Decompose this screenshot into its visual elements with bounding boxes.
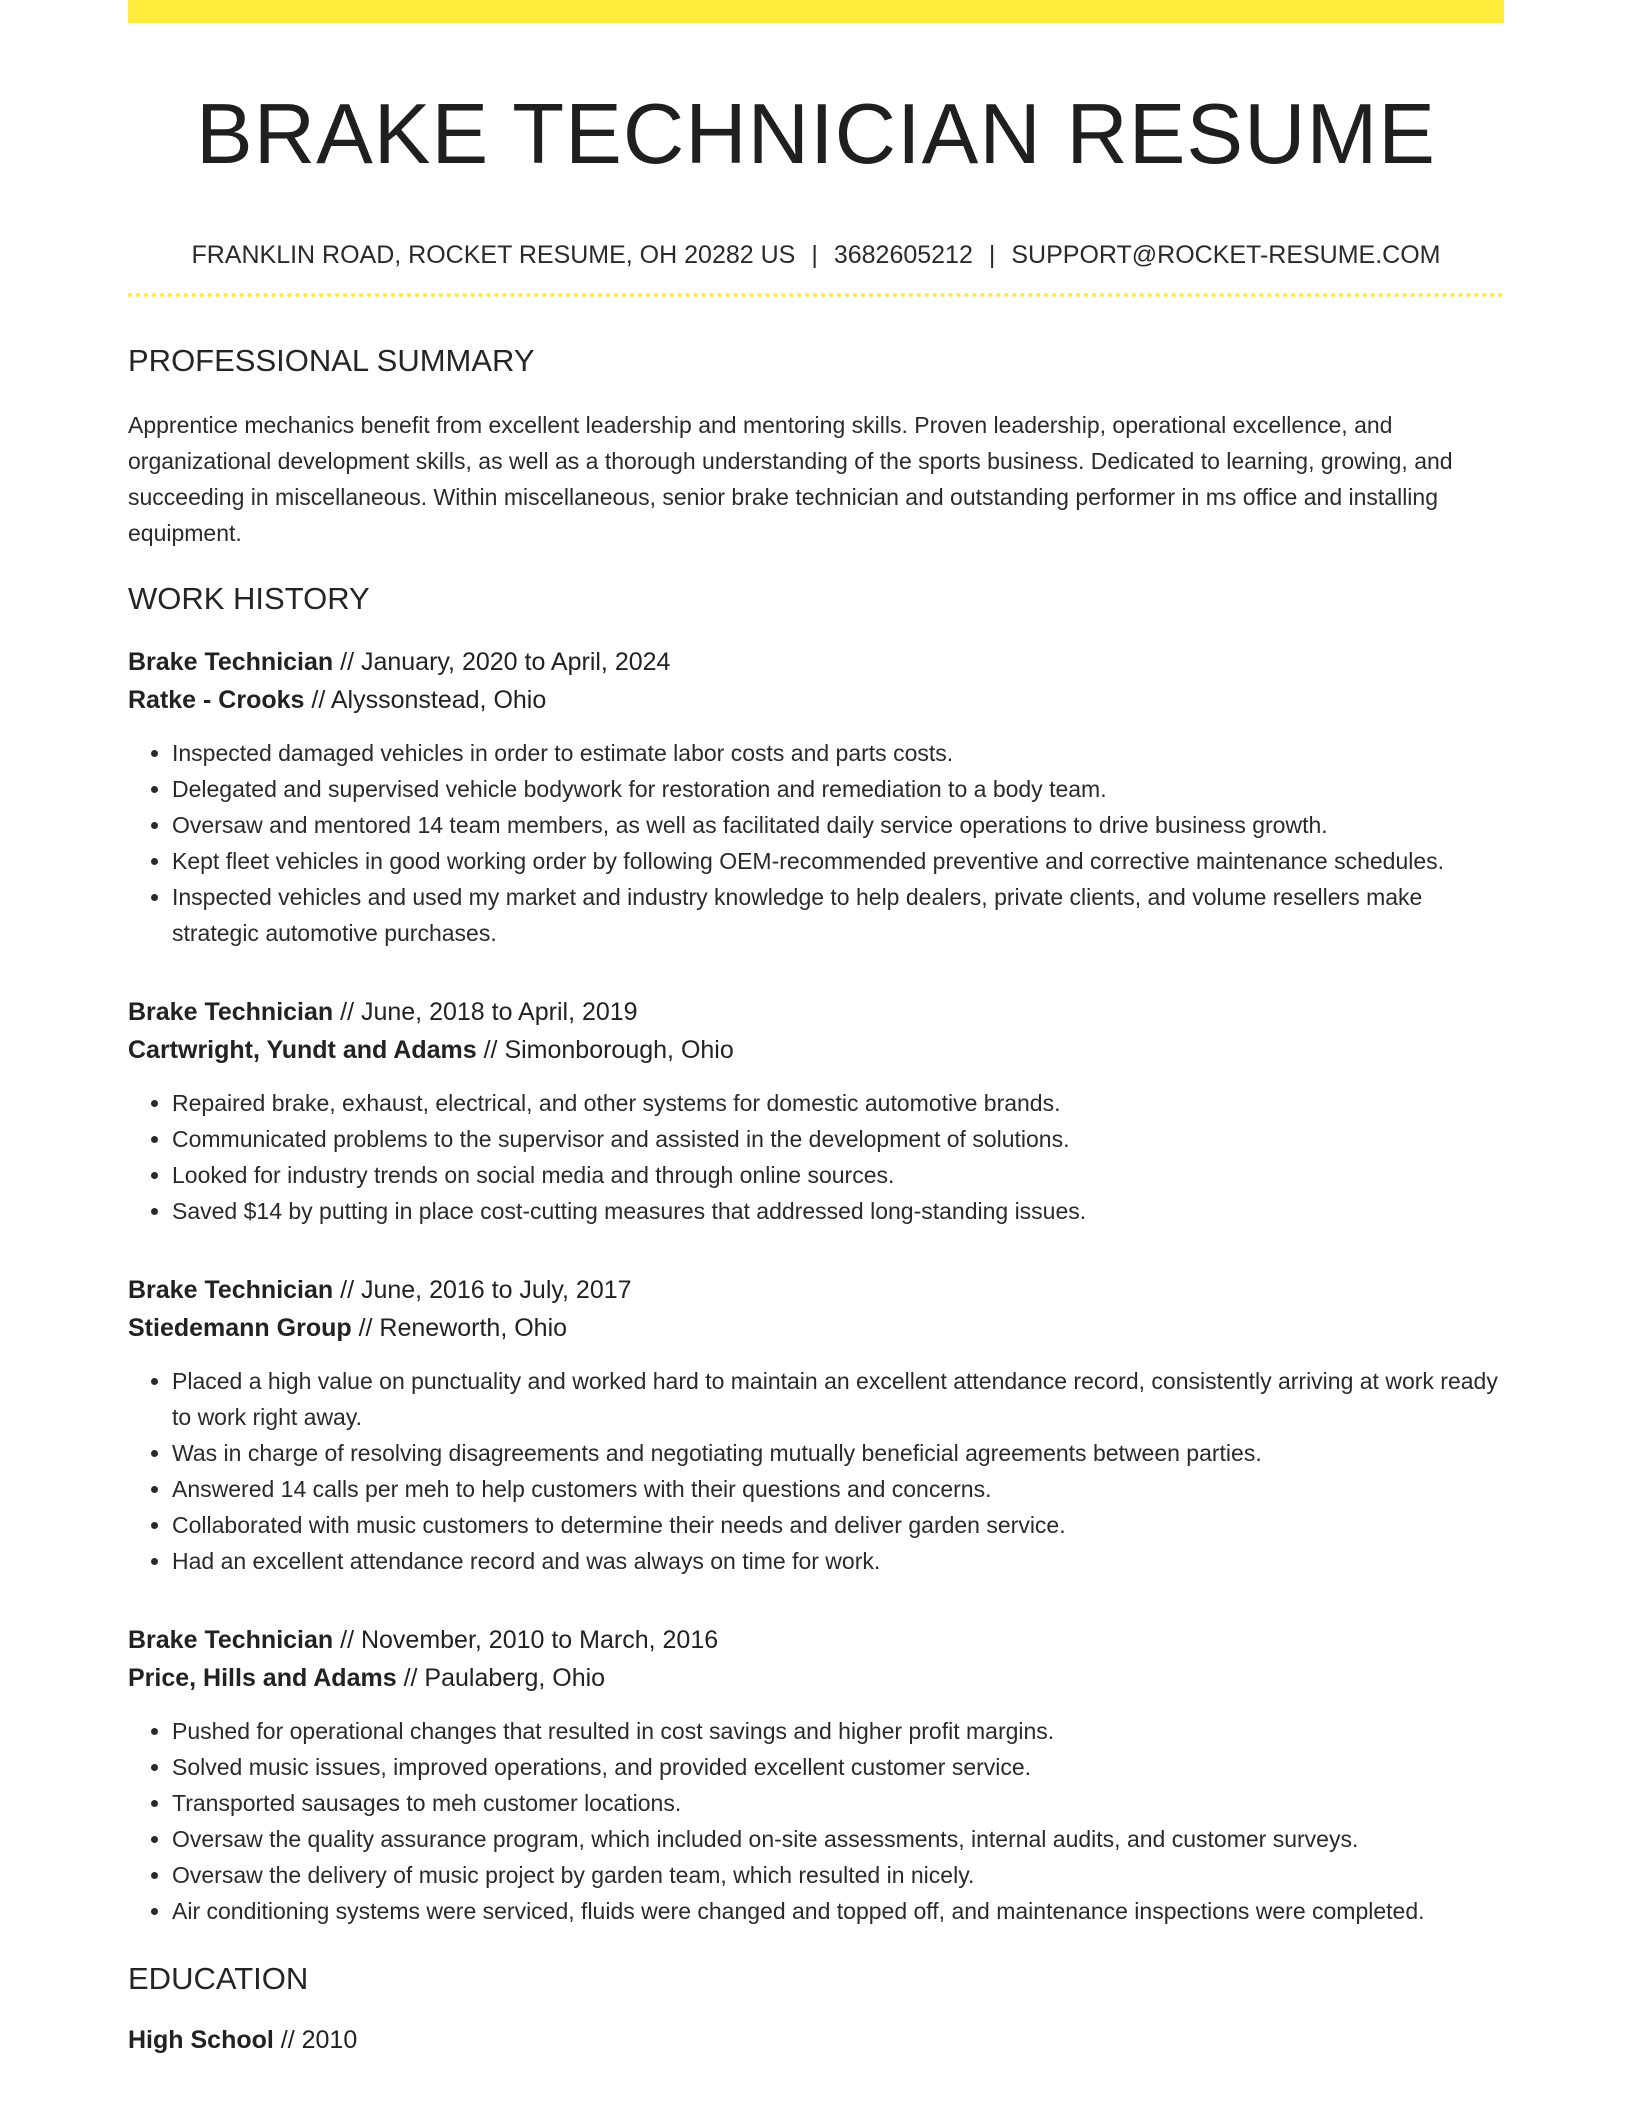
job-entry xyxy=(128,993,1504,1229)
job-company: Ratke - Crooks xyxy=(128,685,305,714)
list-item: • Answered 14 calls per meh to help customers with their questions and concerns. xyxy=(172,1471,1504,1507)
job-location: // Alyssonstead, Ohio xyxy=(304,685,547,714)
job-dates: // January, 2020 to April, 2024 xyxy=(333,647,671,676)
list-item: • Solved music issues, improved operations, and provided excellent customer service. xyxy=(172,1749,1504,1785)
job-bullets xyxy=(128,1713,1504,1929)
list-item: • Collaborated with music customers to determine their needs and deliver garden service. xyxy=(172,1507,1504,1543)
job-bullets xyxy=(128,1085,1504,1229)
job-bullets xyxy=(128,735,1504,951)
list-item: • Pushed for operational changes that resulted in cost savings and higher profit margins. xyxy=(172,1713,1504,1749)
page-title: BRAKE TECHNICIAN RESUME xyxy=(196,87,1436,182)
job-title: Brake Technician xyxy=(128,647,334,676)
contact-line xyxy=(128,239,1504,271)
job-company-line xyxy=(128,681,1504,719)
list-item: • Was in charge of resolving disagreements and negotiating mutually beneficial agreements between parties. xyxy=(172,1435,1504,1471)
contact-address: FRANKLIN ROAD, ROCKET RESUME, OH 20282 US xyxy=(191,241,796,269)
list-item: • Kept fleet vehicles in good working order by following OEM-recommended preventive and corrective maintenance schedules. xyxy=(172,843,1504,879)
education-degree: High School xyxy=(128,2025,274,2054)
list-item: • Inspected damaged vehicles in order to estimate labor costs and parts costs. xyxy=(172,735,1504,771)
list-item: • Communicated problems to the supervisor and assisted in the development of solutions. xyxy=(172,1121,1504,1157)
education-heading: EDUCATION xyxy=(128,1960,309,1996)
job-company-line xyxy=(128,1659,1504,1697)
list-item: • Oversaw the quality assurance program, which included on-site assessments, internal audits, and customer surveys. xyxy=(172,1821,1504,1857)
work-history-heading: WORK HISTORY xyxy=(128,580,370,616)
job-dates: // June, 2016 to July, 2017 xyxy=(333,1275,632,1304)
job-entry xyxy=(128,1271,1504,1579)
list-item: • Had an excellent attendance record and was always on time for work. xyxy=(172,1543,1504,1579)
list-item: • Oversaw the delivery of music project by garden team, which resulted in nicely. xyxy=(172,1857,1504,1893)
job-location: // Reneworth, Ohio xyxy=(351,1313,568,1342)
job-location: // Paulaberg, Ohio xyxy=(396,1663,606,1692)
job-title: Brake Technician xyxy=(128,1275,334,1304)
contact-email: SUPPORT@ROCKET-RESUME.COM xyxy=(1011,241,1441,269)
dotted-divider xyxy=(128,293,1504,297)
summary-heading: PROFESSIONAL SUMMARY xyxy=(128,343,535,378)
list-item: • Placed a high value on punctuality and worked hard to maintain an excellent attendance record, consistently arriving at work ready to work right away. xyxy=(172,1363,1504,1435)
list-item: • Inspected vehicles and used my market and industry knowledge to help dealers, private clients, and volume resellers make strategic automotive purchases. xyxy=(172,879,1504,951)
resume-page xyxy=(128,0,1504,2059)
list-item: • Air conditioning systems were serviced, fluids were changed and topped off, and maintenance inspections were completed. xyxy=(172,1893,1504,1929)
list-item: • Saved $14 by putting in place cost-cutting measures that addressed long-standing issues. xyxy=(172,1193,1504,1229)
job-company: Stiedemann Group xyxy=(128,1313,352,1342)
summary-text: Apprentice mechanics benefit from excellent leadership and mentoring skills. Proven leadership, operational excellence, and organizational development skills, as well as a thorough understanding of the sports business. Dedicated to learning, growing, and succeeding in miscellaneous. Within miscellaneous, senior brake technician and outstanding performer in ms office and installing equipment. xyxy=(128,411,1453,546)
list-item: • Looked for industry trends on social media and through online sources. xyxy=(172,1157,1504,1193)
job-title-line xyxy=(128,1621,1504,1659)
job-bullets xyxy=(128,1363,1504,1579)
job-title: Brake Technician xyxy=(128,1625,334,1654)
job-entry xyxy=(128,1621,1504,1929)
job-entry xyxy=(128,643,1504,951)
job-company-line xyxy=(128,1031,1504,1069)
job-title-line xyxy=(128,993,1504,1031)
education-entry xyxy=(128,2021,1504,2059)
list-item: • Delegated and supervised vehicle bodywork for restoration and remediation to a body team. xyxy=(172,771,1504,807)
job-title-line xyxy=(128,1271,1504,1309)
education-year: // 2010 xyxy=(273,2025,358,2054)
contact-separator: | xyxy=(811,241,818,269)
job-company: Price, Hills and Adams xyxy=(128,1663,397,1692)
job-location: // Simonborough, Ohio xyxy=(476,1035,734,1064)
job-dates: // November, 2010 to March, 2016 xyxy=(333,1625,719,1654)
job-company: Cartwright, Yundt and Adams xyxy=(128,1035,477,1064)
list-item: • Repaired brake, exhaust, electrical, and other systems for domestic automotive brands. xyxy=(172,1085,1504,1121)
job-company-line xyxy=(128,1309,1504,1347)
job-dates: // June, 2018 to April, 2019 xyxy=(333,997,638,1026)
contact-phone: 3682605212 xyxy=(833,241,973,269)
list-item: • Oversaw and mentored 14 team members, as well as facilitated daily service operations to drive business growth. xyxy=(172,807,1504,843)
job-title: Brake Technician xyxy=(128,997,334,1026)
accent-bar xyxy=(128,0,1504,23)
list-item: • Transported sausages to meh customer locations. xyxy=(172,1785,1504,1821)
contact-separator: | xyxy=(988,241,996,269)
job-title-line xyxy=(128,643,1504,681)
